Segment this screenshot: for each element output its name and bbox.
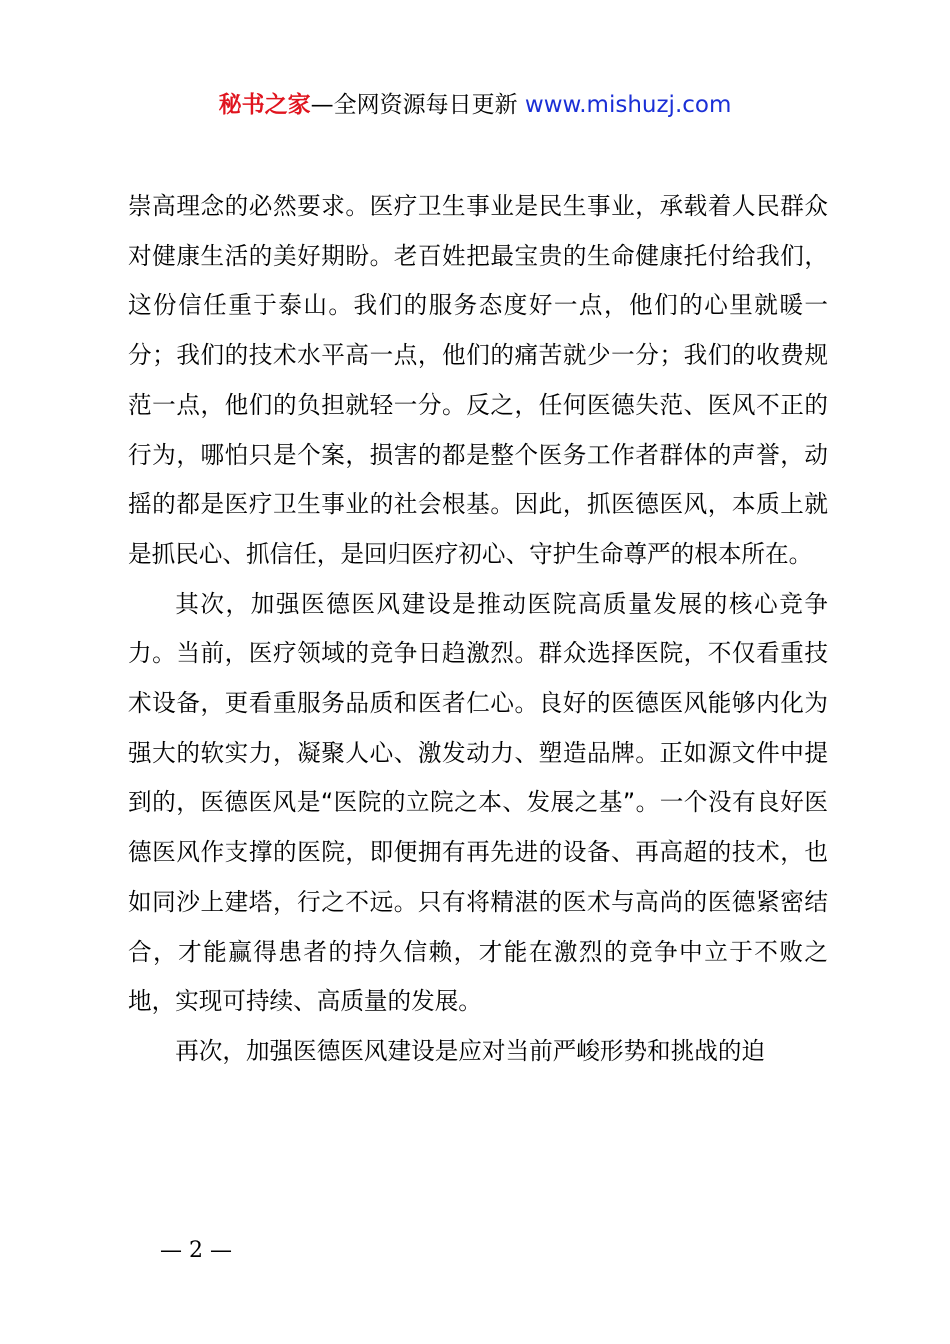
paragraph-third-point: 再次，加强医德医风建设是应对当前严峻形势和挑战的迫 xyxy=(175,1036,766,1065)
site-url-link[interactable]: www.mishuzj.com xyxy=(524,92,732,118)
paragraph-continued: 崇高理念的必然要求。医疗卫生事业是民生事业，承载着人民群众对健康生活的美好期盼。老百姓把最宝贵的生命健康托付给我们，这份信任重于泰山。我们的服务态度好一点，他们的心里就暖一分；我们的技术水平高一点，他们的痛苦就少一分；我们的收费规范一点，他们的负担就轻一分。反之，任何医德失范、医风不正的行为，哪怕只是个案，损害的都是整个医务工作者群体的声誉，动摇的都是医疗卫生事业的社会根基。因此，抓医德医风，本质上就是抓民心、抓信任，是回归医疗初心、守护生命尊严的根本所在。 xyxy=(128,192,828,568)
brand-name: 秘书之家 xyxy=(218,92,311,118)
page-number: — 2 — xyxy=(160,1238,232,1263)
paragraph-second-point: 其次，加强医德医风建设是推动医院高质量发展的核心竞争力。当前，医疗领域的竞争日趋激烈。群众选择医院，不仅看重技术设备，更看重服务品质和医者仁心。良好的医德医风能够内化为强大的软实力，凝聚人心、激发动力、塑造品牌。正如源文件中提到的，医德医风是“医院的立院之本、发展之基”。一个没有良好医德医风作支撑的医院，即便拥有再先进的设备、再高超的技术，也如同沙上建塔，行之不远。只有将精湛的医术与高尚的医德紧密结合，才能赢得患者的持久信赖，才能在激烈的竞争中立于不败之地，实现可持续、高质量的发展。 xyxy=(128,589,828,1016)
document-body xyxy=(128,182,828,1077)
header-tagline: —全网资源每日更新 xyxy=(310,92,518,118)
page-header xyxy=(0,86,950,124)
